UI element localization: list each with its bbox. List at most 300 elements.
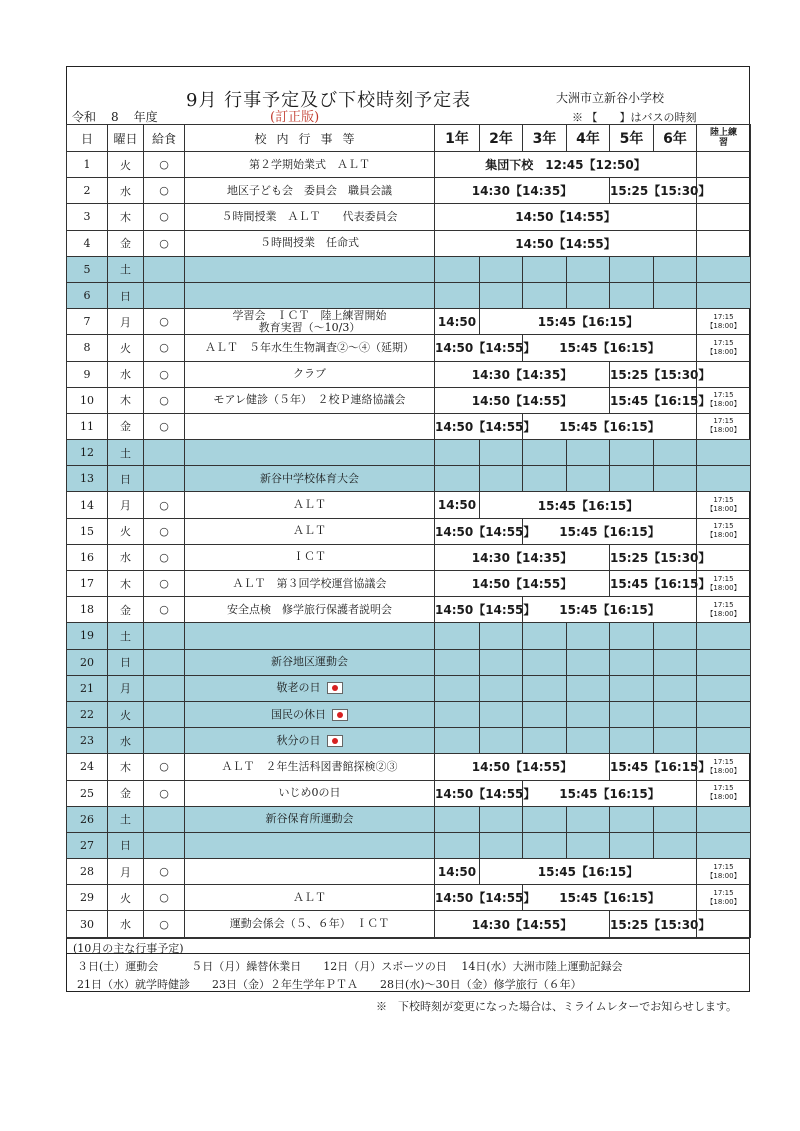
- practice-time: 17:15: [713, 784, 734, 793]
- day-cell: 28: [67, 859, 108, 885]
- empty-cell: [480, 701, 523, 727]
- event-cell: [185, 701, 435, 727]
- dismissal-time-upper: 15:25【15:30】: [610, 544, 697, 570]
- weekday-cell: 木: [108, 571, 144, 597]
- day-cell: 8: [67, 335, 108, 361]
- lunch-cell: ○: [144, 518, 185, 544]
- empty-cell: [697, 649, 751, 675]
- table-row: [67, 466, 751, 492]
- dismissal-time-rest: 15:45【16:15】: [523, 518, 697, 544]
- lunch-cell: ○: [144, 780, 185, 806]
- dismissal-time-lower: 14:30【14:35】: [435, 361, 610, 387]
- event-cell: [185, 361, 435, 387]
- table-row: [67, 832, 751, 858]
- empty-cell: [480, 440, 523, 466]
- empty-cell: [480, 806, 523, 832]
- practice-cell: [697, 204, 751, 230]
- day-cell: 17: [67, 571, 108, 597]
- table-row: [67, 649, 751, 675]
- footer-note: ※ 下校時刻が変更になった場合は、ミライムレターでお知らせします。: [376, 1000, 738, 1013]
- col-practice: 陸上練習: [697, 125, 751, 152]
- practice-cell: [697, 518, 751, 544]
- col-grade-1: 1年: [435, 125, 480, 152]
- weekday-cell: 月: [108, 859, 144, 885]
- empty-cell: [610, 440, 654, 466]
- lunch-cell: [144, 675, 185, 701]
- empty-cell: [610, 256, 654, 282]
- day-cell: 13: [67, 466, 108, 492]
- event-cell: [185, 754, 435, 780]
- lunch-cell: ○: [144, 413, 185, 439]
- weekday-cell: 火: [108, 885, 144, 911]
- practice-cell: [697, 152, 751, 178]
- practice-time: 17:15: [713, 862, 734, 871]
- practice-bus-time: 【18:00】: [706, 793, 741, 802]
- japan-flag-icon: [327, 735, 343, 747]
- day-cell: 20: [67, 649, 108, 675]
- table-row: [67, 335, 751, 361]
- practice-cell: [697, 230, 751, 256]
- weekday-cell: 火: [108, 152, 144, 178]
- dismissal-time-all: 14:50【14:55】: [435, 204, 697, 230]
- col-day: 日: [67, 125, 108, 152]
- empty-cell: [697, 623, 751, 649]
- event-text: ５時間授業 ＡＬＴ 代表委員会: [221, 209, 398, 223]
- lunch-cell: ○: [144, 387, 185, 413]
- event-text: 地区子ども会 委員会 職員会議: [227, 183, 392, 197]
- event-text: 運動会係会（５、６年） ＩＣＴ: [229, 917, 390, 931]
- table-row: [67, 754, 751, 780]
- empty-cell: [654, 256, 697, 282]
- empty-cell: [523, 649, 567, 675]
- day-cell: 21: [67, 675, 108, 701]
- empty-cell: [654, 728, 697, 754]
- practice-bus-time: 【18:00】: [706, 347, 741, 356]
- col-grade-5: 5年: [610, 125, 654, 152]
- day-cell: 10: [67, 387, 108, 413]
- day-cell: 1: [67, 152, 108, 178]
- empty-cell: [610, 623, 654, 649]
- lunch-cell: ○: [144, 544, 185, 570]
- col-grade-6: 6年: [654, 125, 697, 152]
- dismissal-time-upper: 15:45【16:15】: [610, 754, 697, 780]
- table-row: [67, 544, 751, 570]
- empty-cell: [567, 649, 610, 675]
- empty-cell: [654, 806, 697, 832]
- table-row: [67, 701, 751, 727]
- event-text: クラブ: [293, 367, 326, 381]
- table-row: [67, 178, 751, 204]
- empty-cell: [523, 440, 567, 466]
- day-cell: 25: [67, 780, 108, 806]
- event-cell: [185, 832, 435, 858]
- lunch-cell: ○: [144, 911, 185, 937]
- day-cell: 2: [67, 178, 108, 204]
- empty-cell: [480, 466, 523, 492]
- weekday-cell: 土: [108, 440, 144, 466]
- empty-cell: [697, 440, 751, 466]
- dismissal-time-upper: 15:25【15:30】: [610, 911, 697, 937]
- lunch-cell: ○: [144, 859, 185, 885]
- practice-bus-time: 【18:00】: [706, 321, 741, 330]
- empty-cell: [523, 466, 567, 492]
- dismissal-time-lower: 14:50【14:55】: [435, 571, 610, 597]
- empty-cell: [697, 701, 751, 727]
- lunch-cell: [144, 440, 185, 466]
- event-text: 国民の休日: [271, 707, 326, 721]
- empty-cell: [523, 675, 567, 701]
- event-cell: [185, 466, 435, 492]
- practice-bus-time: 【18:00】: [706, 897, 741, 906]
- era-label: 令和: [72, 110, 97, 124]
- event-text: 敬老の日: [276, 681, 321, 695]
- event-cell: [185, 440, 435, 466]
- empty-cell: [654, 282, 697, 308]
- event-cell: [185, 806, 435, 832]
- empty-cell: [654, 649, 697, 675]
- dismissal-time-upper: 15:45【16:15】: [610, 387, 697, 413]
- notes-line-1: ３日(土）運動会 ５日（月）繰替休業日 12日（月）スポーツの日 14日(水）大洲市陸上運動記録会: [77, 960, 623, 973]
- lunch-cell: [144, 256, 185, 282]
- event-text: ＩＣＴ: [293, 550, 326, 564]
- col-grade-4: 4年: [567, 125, 610, 152]
- event-cell: [185, 387, 435, 413]
- dismissal-time-grade1: 14:50: [435, 859, 480, 885]
- lunch-cell: ○: [144, 885, 185, 911]
- revised-label: (訂正版): [270, 110, 320, 125]
- dismissal-time-lower: 14:30【14:55】: [435, 911, 610, 937]
- table-row: [67, 152, 751, 178]
- practice-time: 17:15: [713, 757, 734, 766]
- table-row: [67, 230, 751, 256]
- lunch-cell: ○: [144, 492, 185, 518]
- weekday-cell: 水: [108, 178, 144, 204]
- dismissal-time-lower: 14:30【14:35】: [435, 178, 610, 204]
- day-cell: 5: [67, 256, 108, 282]
- dismissal-time-rest: 15:45【16:15】: [523, 413, 697, 439]
- empty-cell: [480, 256, 523, 282]
- empty-cell: [654, 623, 697, 649]
- practice-bus-time: 【18:00】: [706, 505, 741, 514]
- japan-flag-icon: [332, 709, 348, 721]
- bus-time-note: ※ 【 】はバスの時刻: [572, 111, 697, 124]
- empty-cell: [523, 256, 567, 282]
- table-row: [67, 623, 751, 649]
- empty-cell: [523, 623, 567, 649]
- dismissal-time-grade12: 14:50【14:55】: [435, 780, 523, 806]
- empty-cell: [697, 728, 751, 754]
- day-cell: 15: [67, 518, 108, 544]
- weekday-cell: 水: [108, 361, 144, 387]
- dismissal-time-grade1: 14:50: [435, 492, 480, 518]
- practice-time: 17:15: [713, 312, 734, 321]
- empty-cell: [480, 832, 523, 858]
- event-cell: [185, 282, 435, 308]
- empty-cell: [610, 832, 654, 858]
- weekday-cell: 月: [108, 309, 144, 335]
- lunch-cell: [144, 466, 185, 492]
- day-cell: 6: [67, 282, 108, 308]
- day-cell: 18: [67, 597, 108, 623]
- dismissal-time-rest: 15:45【16:15】: [480, 859, 697, 885]
- empty-cell: [480, 675, 523, 701]
- empty-cell: [435, 282, 480, 308]
- next-month-notes: [66, 938, 750, 992]
- year-number: 8: [111, 110, 119, 124]
- event-cell: [185, 623, 435, 649]
- fiscal-year: [72, 108, 158, 125]
- weekday-cell: 日: [108, 832, 144, 858]
- empty-cell: [697, 466, 751, 492]
- event-cell: [185, 413, 435, 439]
- empty-cell: [654, 832, 697, 858]
- dismissal-time-all: 14:50【14:55】: [435, 230, 697, 256]
- empty-cell: [697, 282, 751, 308]
- weekday-cell: 金: [108, 230, 144, 256]
- empty-cell: [435, 806, 480, 832]
- lunch-cell: ○: [144, 754, 185, 780]
- dismissal-time-rest: 15:45【16:15】: [480, 492, 697, 518]
- event-cell: [185, 859, 435, 885]
- col-events: 校内行事等: [185, 125, 435, 152]
- weekday-cell: 水: [108, 728, 144, 754]
- lunch-cell: ○: [144, 230, 185, 256]
- practice-bus-time: 【18:00】: [706, 531, 741, 540]
- weekday-cell: 土: [108, 623, 144, 649]
- day-cell: 19: [67, 623, 108, 649]
- empty-cell: [697, 832, 751, 858]
- table-row: [67, 859, 751, 885]
- event-cell: [185, 544, 435, 570]
- table-row: [67, 440, 751, 466]
- dismissal-time-grade12: 14:50【14:55】: [435, 597, 523, 623]
- table-row: [67, 780, 751, 806]
- event-cell: [185, 571, 435, 597]
- empty-cell: [610, 701, 654, 727]
- event-cell: [185, 728, 435, 754]
- event-cell: [185, 256, 435, 282]
- day-cell: 29: [67, 885, 108, 911]
- lunch-cell: ○: [144, 571, 185, 597]
- practice-time: 17:15: [713, 417, 734, 426]
- empty-cell: [567, 256, 610, 282]
- lunch-cell: ○: [144, 152, 185, 178]
- empty-cell: [567, 675, 610, 701]
- practice-cell: [697, 885, 751, 911]
- table-row: [67, 361, 751, 387]
- weekday-cell: 火: [108, 701, 144, 727]
- weekday-cell: 金: [108, 597, 144, 623]
- practice-time: 17:15: [713, 888, 734, 897]
- dismissal-time-rest: 15:45【16:15】: [523, 885, 697, 911]
- empty-cell: [435, 675, 480, 701]
- table-row: [67, 806, 751, 832]
- event-cell: [185, 178, 435, 204]
- empty-cell: [567, 282, 610, 308]
- day-cell: 22: [67, 701, 108, 727]
- dismissal-time-upper: 15:25【15:30】: [610, 361, 697, 387]
- lunch-cell: [144, 728, 185, 754]
- empty-cell: [567, 728, 610, 754]
- japan-flag-icon: [327, 682, 343, 694]
- empty-cell: [435, 256, 480, 282]
- practice-cell: [697, 859, 751, 885]
- event-text: ＡＬＴ 第３回学校運営協議会: [232, 576, 387, 590]
- event-text: 安全点検 修学旅行保護者説明会: [227, 602, 392, 616]
- event-text: ＡＬＴ: [293, 524, 326, 538]
- empty-cell: [610, 675, 654, 701]
- empty-cell: [567, 623, 610, 649]
- weekday-cell: 木: [108, 387, 144, 413]
- event-cell: [185, 911, 435, 937]
- lunch-cell: ○: [144, 361, 185, 387]
- day-cell: 14: [67, 492, 108, 518]
- practice-time: 17:15: [713, 338, 734, 347]
- empty-cell: [610, 649, 654, 675]
- weekday-cell: 日: [108, 466, 144, 492]
- dismissal-time-grade12: 14:50【14:55】: [435, 885, 523, 911]
- weekday-cell: 月: [108, 675, 144, 701]
- day-cell: 11: [67, 413, 108, 439]
- weekday-cell: 水: [108, 911, 144, 937]
- empty-cell: [435, 466, 480, 492]
- weekday-cell: 木: [108, 204, 144, 230]
- practice-bus-time: 【18:00】: [706, 871, 741, 880]
- empty-cell: [697, 256, 751, 282]
- event-text: 学習会 ＩＣＴ 陸上練習開始 教育実習（〜10/3）: [232, 308, 387, 334]
- col-dow: 曜日: [108, 125, 144, 152]
- event-text: ＡＬＴ ５年水生生物調査②〜④（延期）: [205, 340, 414, 354]
- dismissal-time-lower: 14:30【14:35】: [435, 544, 610, 570]
- empty-cell: [697, 806, 751, 832]
- table-row: [67, 728, 751, 754]
- empty-cell: [567, 466, 610, 492]
- event-text: 秋分の日: [276, 733, 321, 747]
- day-cell: 30: [67, 911, 108, 937]
- lunch-cell: ○: [144, 204, 185, 230]
- practice-time: 17:15: [713, 522, 734, 531]
- page-title: 9月 行事予定及び下校時刻予定表: [186, 90, 472, 111]
- event-cell: [185, 885, 435, 911]
- schedule-table: [66, 124, 751, 938]
- event-text: ＡＬＴ: [293, 498, 326, 512]
- weekday-cell: 月: [108, 492, 144, 518]
- practice-bus-time: 【18:00】: [706, 400, 741, 409]
- dismissal-time-upper: 15:45【16:15】: [610, 571, 697, 597]
- lunch-cell: ○: [144, 309, 185, 335]
- day-cell: 26: [67, 806, 108, 832]
- empty-cell: [567, 440, 610, 466]
- event-cell: [185, 309, 435, 335]
- dismissal-time-rest: 15:45【16:15】: [523, 780, 697, 806]
- practice-time: 17:15: [713, 391, 734, 400]
- weekday-cell: 金: [108, 413, 144, 439]
- empty-cell: [523, 832, 567, 858]
- lunch-cell: [144, 832, 185, 858]
- dismissal-time-rest: 15:45【16:15】: [523, 597, 697, 623]
- event-text: モアレ健診（５年） ２校Ｐ連絡協議会: [213, 393, 406, 407]
- table-row: [67, 204, 751, 230]
- practice-time: 17:15: [713, 496, 734, 505]
- dismissal-time-grade12: 14:50【14:55】: [435, 413, 523, 439]
- event-cell: [185, 230, 435, 256]
- table-row: [67, 675, 751, 701]
- empty-cell: [480, 649, 523, 675]
- day-cell: 9: [67, 361, 108, 387]
- event-cell: [185, 518, 435, 544]
- empty-cell: [654, 701, 697, 727]
- practice-cell: [697, 780, 751, 806]
- col-grade-3: 3年: [523, 125, 567, 152]
- dismissal-time-rest: 15:45【16:15】: [480, 309, 697, 335]
- table-row: [67, 911, 751, 937]
- empty-cell: [567, 701, 610, 727]
- table-row: [67, 492, 751, 518]
- practice-bus-time: 【18:00】: [706, 766, 741, 775]
- empty-cell: [654, 675, 697, 701]
- weekday-cell: 日: [108, 282, 144, 308]
- day-cell: 16: [67, 544, 108, 570]
- dismissal-time-lower: 14:50【14:55】: [435, 754, 610, 780]
- notes-line-2: 21日（水）就学時健診 23日（金）２年生学年ＰＴＡ 28日(水)〜30日（金）修学旅行（６年）: [77, 978, 582, 991]
- table-row: [67, 256, 751, 282]
- event-cell: [185, 597, 435, 623]
- event-cell: [185, 152, 435, 178]
- lunch-cell: [144, 623, 185, 649]
- table-row: [67, 309, 751, 335]
- weekday-cell: 土: [108, 806, 144, 832]
- day-cell: 4: [67, 230, 108, 256]
- table-row: [67, 597, 751, 623]
- empty-cell: [697, 675, 751, 701]
- practice-bus-time: 【18:00】: [706, 426, 741, 435]
- dismissal-time-lower: 14:50【14:55】: [435, 387, 610, 413]
- event-cell: [185, 204, 435, 230]
- day-cell: 3: [67, 204, 108, 230]
- lunch-cell: [144, 282, 185, 308]
- empty-cell: [435, 701, 480, 727]
- empty-cell: [610, 806, 654, 832]
- empty-cell: [523, 728, 567, 754]
- practice-bus-time: 【18:00】: [706, 609, 741, 618]
- day-cell: 7: [67, 309, 108, 335]
- event-text: 新谷中学校体育大会: [260, 471, 359, 485]
- practice-cell: [697, 597, 751, 623]
- empty-cell: [435, 728, 480, 754]
- dismissal-time-grade1: 14:50: [435, 309, 480, 335]
- empty-cell: [435, 440, 480, 466]
- weekday-cell: 水: [108, 544, 144, 570]
- schedule-body: [67, 152, 751, 938]
- empty-cell: [523, 806, 567, 832]
- practice-cell: [697, 335, 751, 361]
- lunch-cell: [144, 806, 185, 832]
- practice-cell: [697, 492, 751, 518]
- lunch-cell: [144, 701, 185, 727]
- practice-time: 17:15: [713, 574, 734, 583]
- table-row: [67, 413, 751, 439]
- day-cell: 27: [67, 832, 108, 858]
- event-text: ＡＬＴ: [293, 890, 326, 904]
- lunch-cell: [144, 649, 185, 675]
- empty-cell: [567, 832, 610, 858]
- day-cell: 23: [67, 728, 108, 754]
- empty-cell: [480, 623, 523, 649]
- lunch-cell: ○: [144, 597, 185, 623]
- empty-cell: [523, 282, 567, 308]
- weekday-cell: 土: [108, 256, 144, 282]
- empty-cell: [480, 282, 523, 308]
